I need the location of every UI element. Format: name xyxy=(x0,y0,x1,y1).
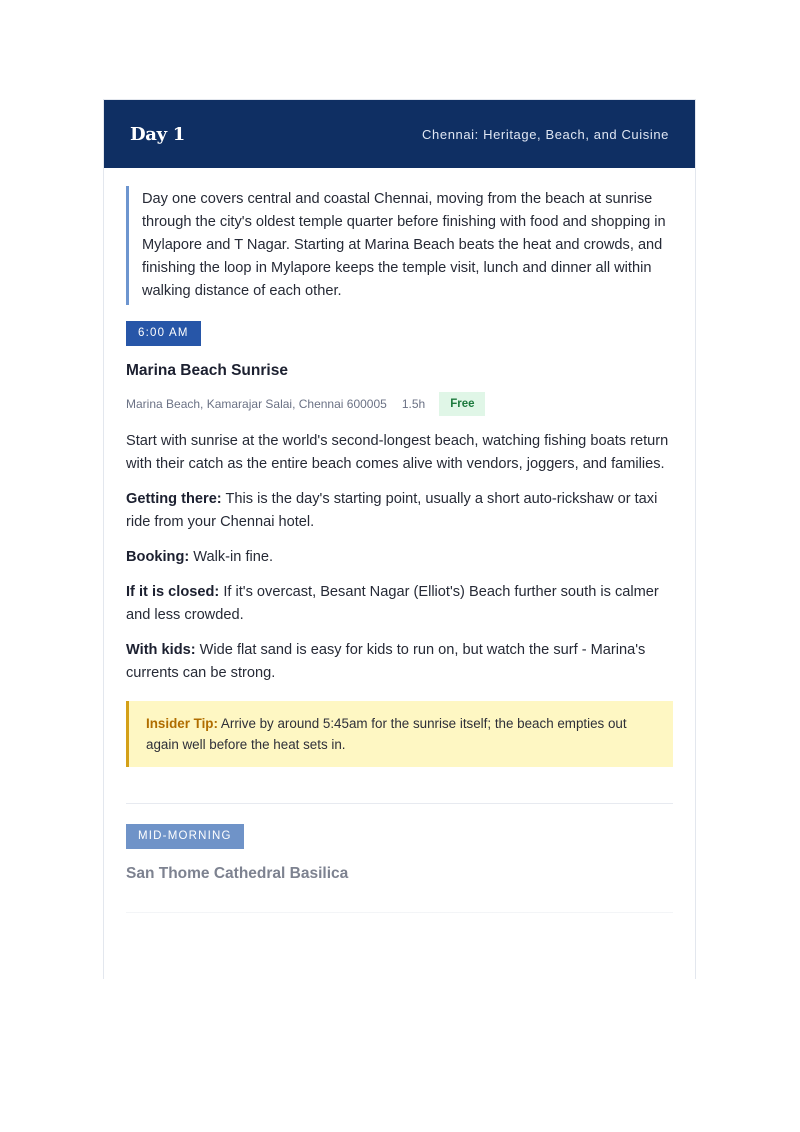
detail-if-closed xyxy=(126,581,673,627)
activity-title: Marina Beach Sunrise xyxy=(126,362,288,379)
detail-label: With kids: xyxy=(126,642,196,658)
detail-text: If it's overcast, Besant Nagar (Elliot's) Beach further south is calmer and less crowded. xyxy=(126,584,659,623)
activity-duration: 1.5h xyxy=(401,397,426,411)
day-intro: Day one covers central and coastal Chennai, moving from the beach at sunrise through the city's oldest temple quarter before finishing with food and shopping in Mylapore and T Nagar. Starting at Marina Beach beats the heat and crowds, and finishing the loop in Mylapore keeps the temple visit, lunch and dinner all within walking distance of each other. xyxy=(126,186,673,305)
day-content xyxy=(104,168,695,913)
detail-getting-there xyxy=(126,488,673,534)
time-badge: 6:00 AM xyxy=(126,321,201,346)
detail-label: Booking: xyxy=(126,549,190,565)
insider-tip-label: Insider Tip: xyxy=(146,716,218,731)
day-title: Day 1 xyxy=(130,123,186,145)
activity-description: Start with sunrise at the world's second-longest beach, watching fishing boats return with their catch as the entire beach comes alive with vendors, joggers, and families. xyxy=(126,433,669,472)
activity-address: Marina Beach, Kamarajar Salai, Chennai 600005 xyxy=(126,397,387,411)
activity-divider xyxy=(126,912,673,913)
activity-meta xyxy=(126,392,673,416)
insider-tip xyxy=(126,701,673,767)
detail-text: Wide flat sand is easy for kids to run on, but watch the surf - Marina's currents can be strong. xyxy=(126,642,646,681)
detail-booking xyxy=(126,546,673,569)
activity-title: San Thome Cathedral Basilica xyxy=(126,865,349,882)
activity-marina-beach xyxy=(126,305,673,767)
detail-label: If it is closed: xyxy=(126,584,220,600)
detail-text: Walk-in fine. xyxy=(193,549,274,565)
detail-with-kids xyxy=(126,639,673,685)
time-badge: MID-MORNING xyxy=(126,824,244,849)
day-card xyxy=(103,99,696,979)
price-badge: Free xyxy=(439,392,485,416)
detail-text: This is the day's starting point, usually a short auto-rickshaw or taxi ride from your Chennai hotel. xyxy=(126,491,658,530)
insider-tip-text: Arrive by around 5:45am for the sunrise itself; the beach empties out again well before the heat sets in. xyxy=(146,716,627,752)
detail-label: Getting there: xyxy=(126,491,222,507)
day-header xyxy=(104,100,695,168)
day-subtitle: Chennai: Heritage, Beach, and Cuisine xyxy=(422,126,669,142)
activity-san-thome xyxy=(126,804,673,883)
